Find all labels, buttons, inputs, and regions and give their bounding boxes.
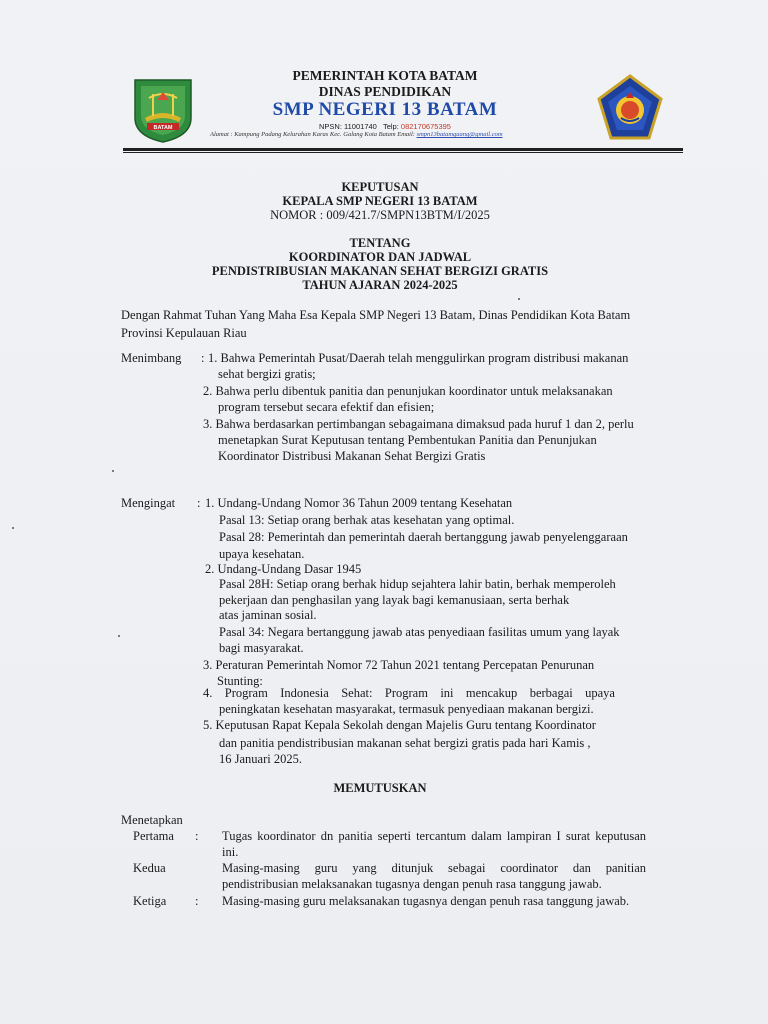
decree-year: TAHUN AJARAN 2024-2025: [302, 278, 458, 292]
mengingat-line: Pasal 28H: Setiap orang berhak hidup sejahtera lahir batin, berhak memperoleh: [219, 577, 616, 591]
menimbang-item: menetapkan Surat Keputusan tentang Pembentukan Panitia dan Penunjukan: [218, 433, 597, 447]
mengingat-colon: :: [197, 496, 201, 510]
svg-text:BATAM: BATAM: [153, 125, 173, 131]
mengingat-line: Pasal 34: Negara bertanggung jawab atas penyediaan fasilitas umum yang layak: [219, 625, 620, 639]
menimbang-colon: :: [201, 351, 205, 365]
decree-issuer: KEPALA SMP NEGERI 13 BATAM: [282, 194, 478, 208]
memutuskan-heading: MEMUTUSKAN: [333, 781, 427, 795]
address-text: Alamat : Kampung Padang Kelurahan Karas Kec. Galang Kota Batam Email:: [210, 131, 415, 138]
menimbang-item: program tersebut secara efektif dan efisien;: [218, 400, 435, 414]
pertama-text-cont: ini.: [222, 845, 239, 859]
decree-number: NOMOR : 009/421.7/SMPN13BTM/I/2025: [270, 208, 490, 222]
decree-subject-1: KOORDINATOR DAN JADWAL: [288, 250, 472, 264]
kedua-text-cont: pendistribusian melaksanakan tugasnya dengan penuh rasa tanggung jawab.: [222, 877, 602, 891]
pertama-colon: :: [195, 829, 199, 843]
decree-subject-2: PENDISTRIBUSIAN MAKANAN SEHAT BERGIZI GRATIS: [211, 264, 549, 278]
ketiga-text: Masing-masing guru melaksanakan tugasnya dengan penuh rasa tanggung jawab.: [222, 894, 630, 908]
menimbang-item: sehat bergizi gratis;: [218, 367, 316, 381]
letterhead-rule-thick: [123, 148, 683, 151]
mengingat-line: 2. Undang-Undang Dasar 1945: [205, 562, 362, 576]
menimbang-item: 3. Bahwa berdasarkan pertimbangan sebagaimana dimaksud pada huruf 1 dan 2, perlu: [203, 417, 634, 431]
letterhead-rule-thin: [123, 152, 683, 153]
pertama-text: Tugas koordinator dn panitia seperti tercantum dalam lampiran I surat keputusan: [222, 829, 646, 843]
preamble-line-2: Provinsi Kepulauan Riau: [121, 326, 247, 340]
ketiga-colon: :: [195, 894, 199, 908]
mengingat-line: dan panitia pendistribusian makanan sehat bergizi gratis pada hari Kamis ,: [219, 736, 591, 750]
mengingat-line: Stunting:: [217, 674, 263, 688]
letterhead-address: [210, 131, 630, 138]
mengingat-line: 5. Keputusan Rapat Kepala Sekolah dengan Majelis Guru tentang Koordinator: [203, 718, 596, 732]
mengingat-line: pekerjaan dan penghasilan yang layak bagi kemanusiaan, serta berhak: [219, 593, 570, 607]
pertama-label: Pertama: [133, 829, 174, 843]
mengingat-line: upaya kesehatan.: [219, 547, 305, 561]
mengingat-line: 4. Program Indonesia Sehat: Program ini mencakup berbagai upaya: [203, 686, 615, 700]
tel-label: Telp:: [382, 122, 399, 131]
decree-title: KEPUTUSAN: [341, 180, 419, 194]
letterhead-school-name: SMP NEGERI 13 BATAM: [272, 99, 498, 120]
menimbang-item: 2. Bahwa perlu dibentuk panitia dan penunjukan koordinator untuk melaksanakan: [203, 384, 613, 398]
mengingat-label: Mengingat: [121, 496, 176, 510]
letterhead-department: DINAS PENDIDIKAN: [318, 84, 452, 99]
mengingat-line: atas jaminan sosial.: [219, 608, 317, 622]
menetapkan-label: Menetapkan: [121, 813, 183, 827]
mengingat-line: peningkatan kesehatan masyarakat, termasuk penyediaan makanan bergizi.: [219, 702, 594, 716]
scan-speck: [12, 527, 14, 529]
ketiga-label: Ketiga: [133, 894, 167, 908]
menimbang-item: Koordinator Distribusi Makanan Sehat Bergizi Gratis: [218, 449, 486, 463]
letterhead-government: PEMERINTAH KOTA BATAM: [292, 68, 478, 83]
menimbang-item: 1. Bahwa Pemerintah Pusat/Daerah telah menggulirkan program distribusi makanan: [208, 351, 629, 365]
scan-speck: [518, 298, 520, 300]
mengingat-line: 1. Undang-Undang Nomor 36 Tahun 2009 tentang Kesehatan: [205, 496, 513, 510]
mengingat-line: Pasal 28: Pemerintah dan pemerintah daerah bertanggung jawab penyelenggaraan: [219, 530, 628, 544]
kedua-label: Kedua: [133, 861, 166, 875]
mengingat-line: 3. Peraturan Pemerintah Nomor 72 Tahun 2021 tentang Percepatan Penurunan: [203, 658, 595, 672]
batam-city-emblem-icon: [131, 78, 195, 144]
mengingat-line: Pasal 13: Setiap orang berhak atas kesehatan yang optimal.: [219, 513, 515, 527]
mengingat-line: 16 Januari 2025.: [219, 752, 302, 766]
scan-speck: [118, 635, 120, 637]
kedua-text: Masing-masing guru yang ditunjuk sebagai coordinator dan panitian: [222, 861, 646, 875]
email-link[interactable]: smpn13batamgaang@gmail.com: [416, 131, 503, 138]
scan-speck: [112, 470, 114, 472]
npsn-text: NPSN: 11001740: [319, 122, 377, 131]
letterhead-contact: [210, 122, 560, 131]
preamble-line-1: Dengan Rahmat Tuhan Yang Maha Esa Kepala SMP Negeri 13 Batam, Dinas Pendidikan Kota Batam: [121, 308, 631, 322]
menimbang-label: Menimbang: [121, 351, 182, 365]
mengingat-line: bagi masyarakat.: [219, 641, 304, 655]
tel-value: 082170675395: [400, 122, 451, 131]
decree-about: TENTANG: [349, 236, 411, 250]
